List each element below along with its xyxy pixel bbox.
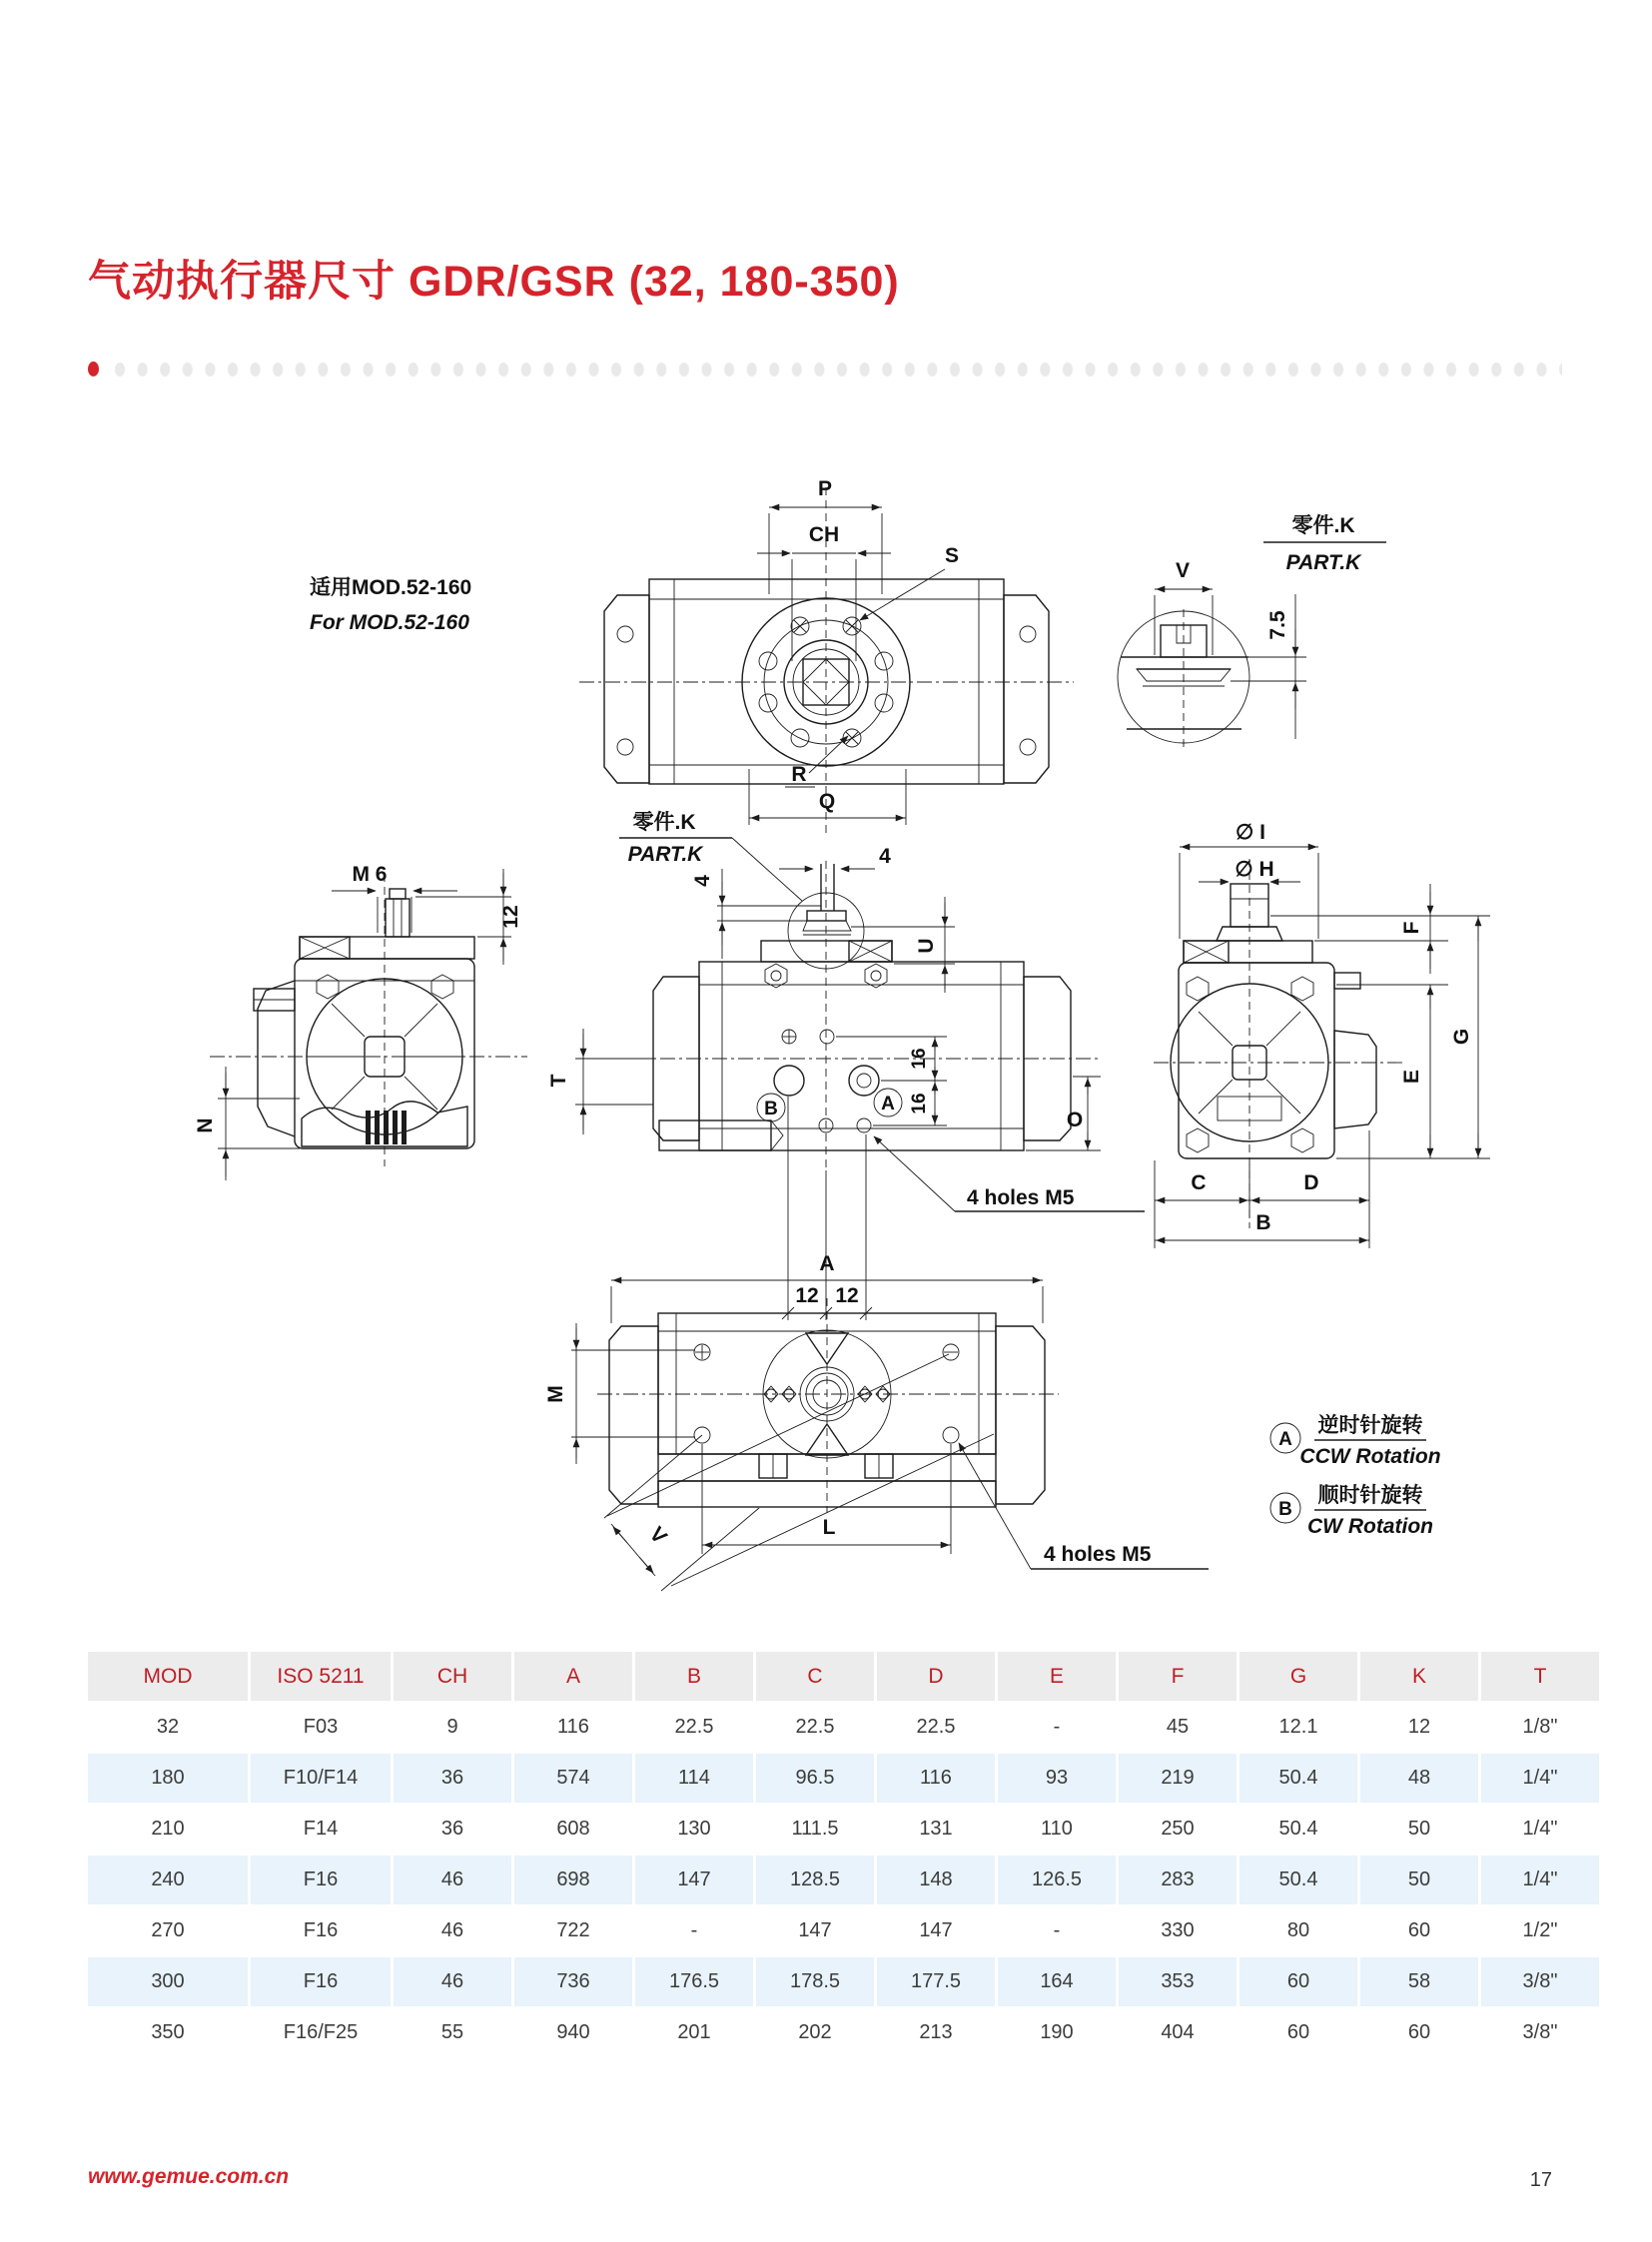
rotation-legend: [1270, 1413, 1441, 1538]
dim-12: 12: [499, 905, 522, 929]
table-cell: 270: [151, 1919, 185, 1941]
dim-a: A: [819, 1252, 835, 1275]
dim-t: T: [547, 1074, 570, 1088]
table-cell: 210: [151, 1818, 185, 1840]
table-cell: 126.5: [998, 1856, 1116, 1904]
table-cell: F16: [251, 1856, 391, 1904]
col-header-t: T: [1481, 1652, 1599, 1701]
dim-16a: 16: [909, 1048, 930, 1070]
ccw-label-en: CCW Rotation: [1299, 1445, 1441, 1468]
dim-16b: 16: [909, 1093, 930, 1115]
dim-f: F: [1400, 921, 1423, 935]
table-cell: 114: [635, 1754, 753, 1803]
table-row: [88, 1754, 1599, 1803]
table-cell: 178.5: [756, 1957, 874, 2006]
table-cell: 96.5: [756, 1754, 874, 1803]
table-cell: 608: [556, 1818, 590, 1840]
cw-label-cn: 顺时针旋转: [1317, 1484, 1423, 1507]
table-cell: 1/4": [1481, 1754, 1599, 1803]
table-row: [88, 1805, 1599, 1854]
table-cell: 36: [440, 1818, 464, 1840]
dim-v: V: [1175, 559, 1191, 582]
table-cell: 219: [1119, 1754, 1237, 1803]
table-cell: 404: [1161, 2021, 1195, 2043]
table-cell: 116: [877, 1754, 995, 1803]
table-cell: 46: [440, 1919, 464, 1941]
part-k-label-cn: 零件.K: [632, 811, 696, 834]
dim-o: O: [1066, 1109, 1084, 1131]
dim-l: L: [822, 1516, 836, 1539]
table-cell: 147: [635, 1856, 753, 1904]
part-k-title-cn: 零件.K: [1291, 514, 1355, 537]
col-header-f: F: [1119, 1652, 1237, 1701]
table-cell: 201: [677, 2021, 711, 2043]
dim-phi-h: ∅ H: [1235, 858, 1274, 881]
bottom-view: [544, 1252, 1209, 1591]
part-k-title-en: PART.K: [1285, 551, 1361, 574]
table-cell: 722: [556, 1919, 590, 1941]
col-header-b: B: [635, 1652, 753, 1701]
page-number: 17: [1529, 2169, 1552, 2191]
table-cell: 1/4": [1481, 1856, 1599, 1904]
top-view: [310, 477, 1074, 834]
table-cell: 180: [88, 1754, 248, 1803]
table-cell: 250: [1161, 1818, 1195, 1840]
table-cell: 45: [1166, 1716, 1190, 1738]
table-cell: -: [1053, 1716, 1061, 1738]
table-cell: 46: [394, 1856, 511, 1904]
part-k-detail: [1118, 514, 1386, 751]
table-cell: 110: [1041, 1818, 1073, 1840]
dim-4b: 4: [691, 875, 714, 887]
table-cell: 48: [1360, 1754, 1478, 1803]
part-k-label-en: PART.K: [627, 843, 703, 866]
table-cell: 353: [1119, 1957, 1237, 2006]
table-cell: 736: [514, 1957, 632, 2006]
red-dot: [88, 362, 99, 376]
col-header-mod: MOD: [88, 1652, 248, 1701]
center-front-view: [547, 811, 1145, 1320]
dim-12b: 12: [835, 1284, 859, 1307]
table-cell: 176.5: [635, 1957, 753, 2006]
table-cell: 3/8": [1481, 1957, 1599, 2006]
table-cell: 116: [557, 1716, 589, 1738]
table-cell: 330: [1161, 1919, 1195, 1941]
right-side-view: [1154, 821, 1490, 1248]
table-row: [88, 2008, 1599, 2057]
table-row: [88, 1906, 1599, 1955]
dimension-table: [85, 1650, 1602, 2059]
technical-drawing: [60, 429, 1592, 1643]
col-header-ch: CH: [394, 1652, 511, 1701]
table-cell: 58: [1360, 1957, 1478, 2006]
dim-g: G: [1450, 1028, 1473, 1046]
table-cell: 80: [1286, 1919, 1310, 1941]
table-cell: 164: [998, 1957, 1116, 2006]
dim-m6: M 6: [352, 863, 388, 886]
dim-r: R: [791, 763, 807, 786]
dim-n: N: [194, 1118, 217, 1133]
table-cell: 22.5: [916, 1716, 956, 1738]
table-cell: 22.5: [795, 1716, 835, 1738]
dotted-divider: [112, 362, 1562, 377]
dim-7-5: 7.5: [1266, 610, 1289, 640]
table-cell: 12.1: [1278, 1716, 1318, 1738]
table-row: [88, 1957, 1599, 2006]
dim-b: B: [1255, 1211, 1271, 1234]
col-header-g: G: [1239, 1652, 1357, 1701]
dim-phi-i: ∅ I: [1236, 821, 1265, 844]
table-cell: F16/F25: [283, 2021, 359, 2043]
table-cell: 698: [514, 1856, 632, 1904]
table-cell: 50: [1407, 1818, 1431, 1840]
dim-c: C: [1191, 1171, 1207, 1194]
table-cell: 111.5: [791, 1818, 839, 1840]
table-cell: 131: [919, 1818, 953, 1840]
table-cell: -: [690, 1919, 698, 1941]
table-cell: 36: [394, 1754, 511, 1803]
table-cell: 147: [919, 1919, 953, 1941]
note-en: For MOD.52-160: [310, 611, 469, 634]
dim-ch: CH: [808, 523, 840, 546]
dim-q: Q: [818, 790, 836, 813]
table-cell: 60: [1239, 1957, 1357, 2006]
col-header-e: E: [998, 1652, 1116, 1701]
table-cell: 128.5: [756, 1856, 874, 1904]
table-cell: 177.5: [877, 1957, 995, 2006]
table-cell: 300: [88, 1957, 248, 2006]
table-cell: 50: [1360, 1856, 1478, 1904]
table-cell: 202: [798, 2021, 832, 2043]
table-cell: 22.5: [674, 1716, 714, 1738]
dim-u: U: [915, 938, 938, 954]
holes-m5-label-2: 4 holes M5: [1044, 1543, 1152, 1566]
table-cell: F16: [303, 1919, 339, 1941]
table-cell: 130: [677, 1818, 711, 1840]
table-cell: 940: [556, 2021, 590, 2043]
col-header-k: K: [1360, 1652, 1478, 1701]
dim-4a: 4: [879, 845, 891, 868]
holes-m5-label-1: 4 holes M5: [967, 1186, 1075, 1209]
dim-12a: 12: [795, 1284, 819, 1307]
table-cell: F14: [303, 1818, 339, 1840]
table-row: [88, 1703, 1599, 1752]
table-cell: 1/8": [1522, 1716, 1558, 1738]
table-cell: 1/4": [1522, 1818, 1558, 1840]
col-header-c: C: [756, 1652, 874, 1701]
dim-s: S: [944, 544, 960, 567]
table-cell: 574: [514, 1754, 632, 1803]
table-cell: 60: [1407, 1919, 1431, 1941]
table-row: [88, 1856, 1599, 1904]
table-cell: 60: [1407, 2021, 1431, 2043]
mark-b: B: [764, 1099, 778, 1120]
website-link[interactable]: www.gemue.com.cn: [88, 2165, 290, 2188]
col-header-a: A: [514, 1652, 632, 1701]
cw-label-en: CW Rotation: [1307, 1515, 1433, 1538]
table-cell: 50.4: [1278, 1818, 1318, 1840]
table-cell: 350: [151, 2021, 185, 2043]
note-cn: 适用MOD.52-160: [310, 576, 472, 599]
page-title: 气动执行器尺寸 GDR/GSR (32, 180-350): [88, 258, 900, 306]
table-cell: 50.4: [1239, 1856, 1357, 1904]
table-cell: 60: [1286, 2021, 1310, 2043]
mark-a: A: [881, 1094, 895, 1115]
legend-b-mark: B: [1278, 1499, 1292, 1520]
dim-d: D: [1303, 1171, 1319, 1194]
table-cell: 3/8": [1522, 2021, 1558, 2043]
table-cell: 190: [1040, 2021, 1074, 2043]
table-cell: 240: [88, 1856, 248, 1904]
table-cell: 12: [1407, 1716, 1431, 1738]
col-header-d: D: [877, 1652, 995, 1701]
table-cell: 1/2": [1522, 1919, 1558, 1941]
dim-p: P: [817, 477, 833, 500]
ccw-label-cn: 逆时针旋转: [1317, 1414, 1423, 1437]
left-side-view: [194, 863, 527, 1180]
table-cell: 213: [919, 2021, 953, 2043]
table-cell: 148: [877, 1856, 995, 1904]
table-cell: 93: [998, 1754, 1116, 1803]
dim-e: E: [1400, 1069, 1423, 1085]
table-cell: -: [1053, 1919, 1061, 1941]
table-cell: 147: [798, 1919, 832, 1941]
table-cell: 32: [156, 1716, 180, 1738]
table-cell: 46: [394, 1957, 511, 2006]
legend-a-mark: A: [1278, 1429, 1292, 1450]
table-cell: 55: [440, 2021, 464, 2043]
table-cell: F10/F14: [251, 1754, 391, 1803]
col-header-iso: ISO 5211: [251, 1652, 391, 1701]
table-cell: 283: [1119, 1856, 1237, 1904]
table-cell: 9: [446, 1716, 458, 1738]
table-cell: F16: [251, 1957, 391, 2006]
table-header-row: [88, 1652, 1599, 1701]
table-cell: 50.4: [1239, 1754, 1357, 1803]
dim-v-diag: V: [644, 1522, 672, 1549]
dim-m: M: [544, 1385, 567, 1403]
table-cell: F03: [303, 1716, 339, 1738]
